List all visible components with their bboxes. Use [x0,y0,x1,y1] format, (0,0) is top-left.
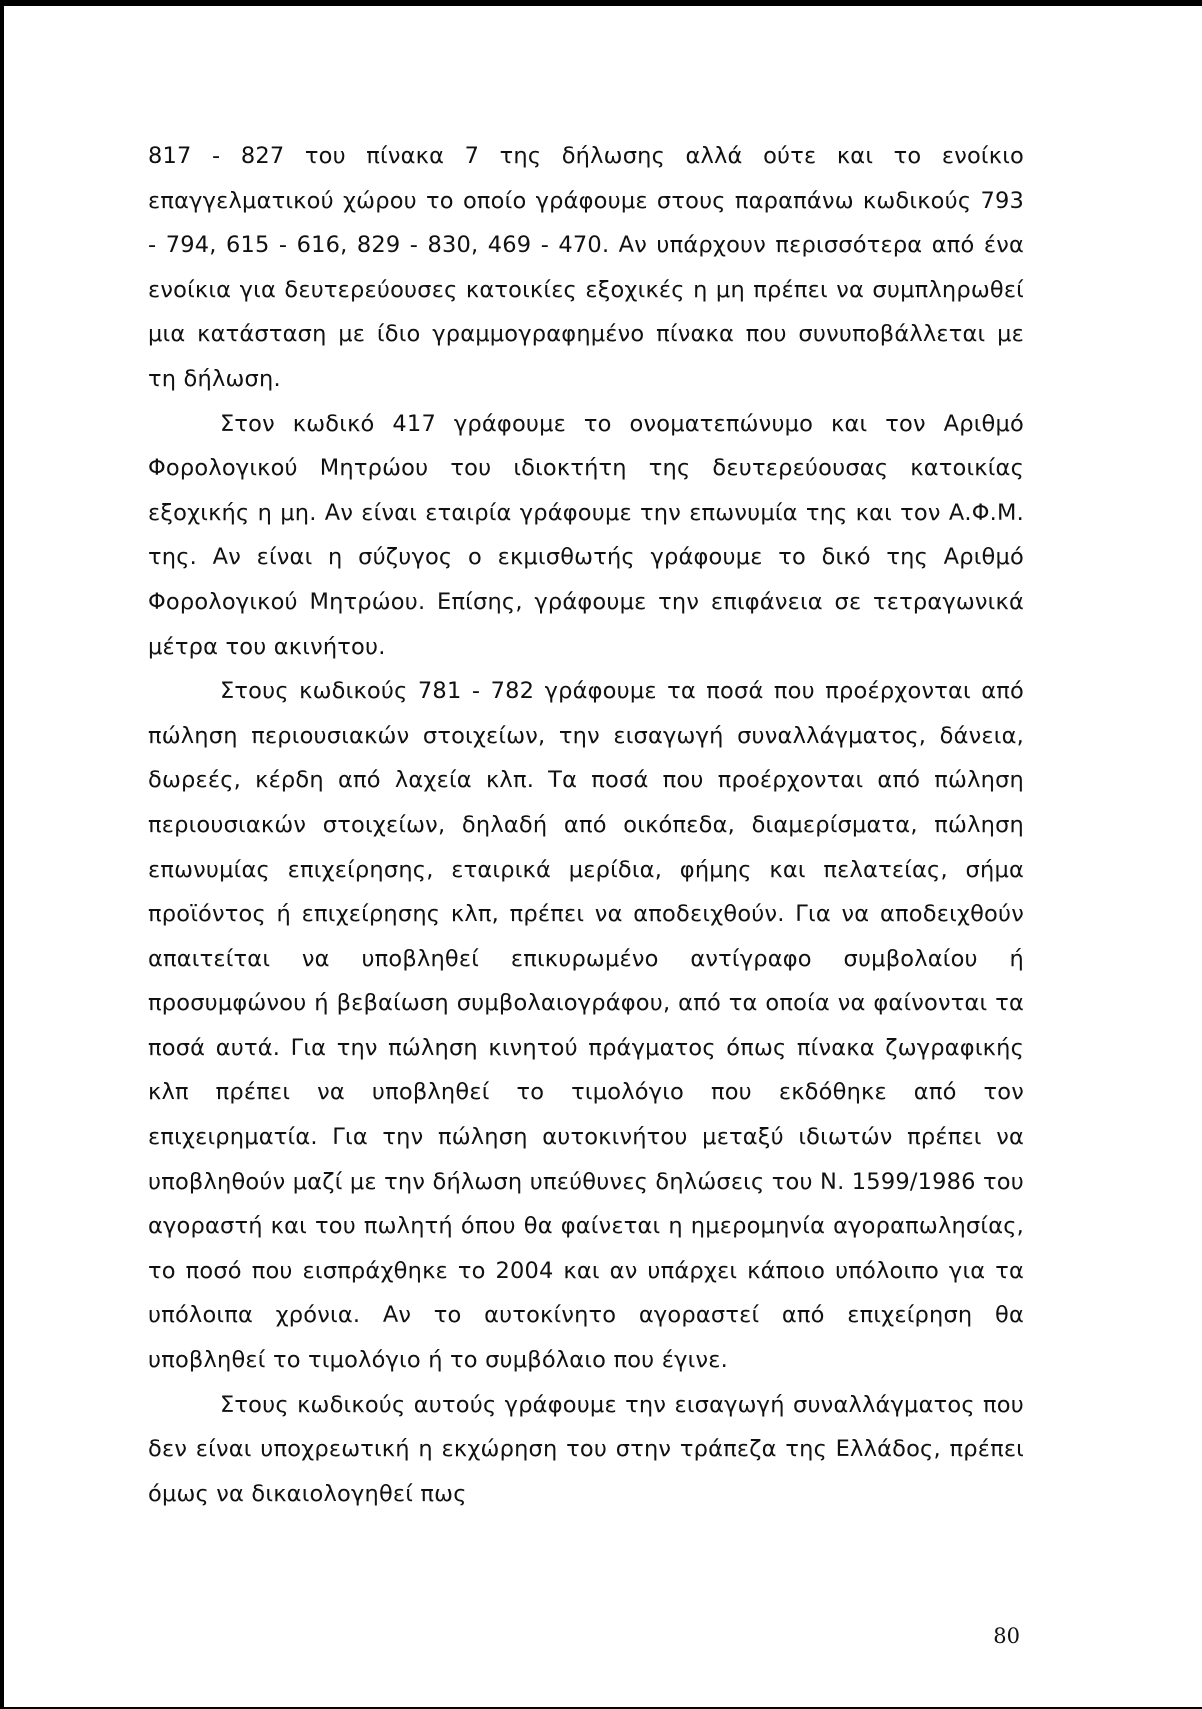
paragraph-3: Στους κωδικούς 781 - 782 γράφουμε τα ποσά που προέρχονται από πώληση περιουσιακών στοιχείων, την εισαγωγή συναλλάγματος, δάνεια, δωρεές, κέρδη από λαχεία κλπ. Τα ποσά που προέρχονται από πώληση περιουσιακών στοιχείων, δηλαδή από οικόπεδα, διαμερίσματα, πώληση επωνυμίας επιχείρησης, εταιρικά μερίδια, φήμης και πελατείας, σήμα προϊόντος ή επιχείρησης κλπ, πρέπει να αποδειχθούν. Για να αποδειχθούν απαιτείται να υποβληθεί επικυρωμένο αντίγραφο συμβολαίου ή προσυμφώνου ή βεβαίωση συμβολαιογράφου, από τα οποία να φαίνονται τα ποσά αυτά. Για την πώληση κινητού πράγματος όπως πίνακα ζωγραφικής κλπ πρέπει να υποβληθεί το τιμολόγιο που εκδόθηκε από τον επιχειρηματία. Για την πώληση αυτοκινήτου μεταξύ ιδιωτών πρέπει να υποβληθούν μαζί με την δήλωση υπεύθυνες δηλώσεις του Ν. 1599/1986 του αγοραστή και του πωλητή όπου θα φαίνεται η ημερομηνία αγοραπωλησίας, το ποσό που εισπράχθηκε το 2004 και αν υπάρχει κάποιο υπόλοιπο για τα υπόλοιπα χρόνια. Αν το αυτοκίνητο αγοραστεί από επιχείρηση θα υποβληθεί το τιμολόγιο ή το συμβόλαιο που έγινε. [148,678,1024,1374]
scan-edge-top [0,0,1202,6]
page-number: 80 [993,1624,1020,1648]
document-body [148,134,1024,1516]
scan-edge-left [0,0,4,1709]
paragraph-4: Στους κωδικούς αυτούς γράφουμε την εισαγωγή συναλλάγματος που δεν είναι υποχρεωτική η εκχώρηση του στην τράπεζα της Ελλάδος, πρέπει όμως να δικαιολογηθεί πως [148,1391,1024,1507]
paragraph-1: 817 - 827 του πίνακα 7 της δήλωσης αλλά ούτε και το ενοίκιο επαγγελματικού χώρου το οποίο γράφουμε στους παραπάνω κωδικούς 793 - 794, 615 - 616, 829 - 830, 469 - 470. Αν υπάρχουν περισσότερα από ένα ενοίκια για δευτερεύουσες κατοικίες εξοχικές η μη πρέπει να συμπληρωθεί μια κατάσταση με ίδιο γραμμογραφημένο πίνακα που συνυποβάλλεται με τη δήλωση. [148,143,1024,392]
paragraph-2: Στον κωδικό 417 γράφουμε το ονοματεπώνυμο και τον Αριθμό Φορολογικού Μητρώου του ιδιοκτήτη της δευτερεύουσας κατοικίας εξοχικής η μη. Αν είναι εταιρία γράφουμε την επωνυμία της και τον Α.Φ.Μ. της. Αν είναι η σύζυγος ο εκμισθωτής γράφουμε το δικό της Αριθμό Φορολογικού Μητρώου. Επίσης, γράφουμε την επιφάνεια σε τετραγωνικά μέτρα του ακινήτου. [148,410,1024,660]
